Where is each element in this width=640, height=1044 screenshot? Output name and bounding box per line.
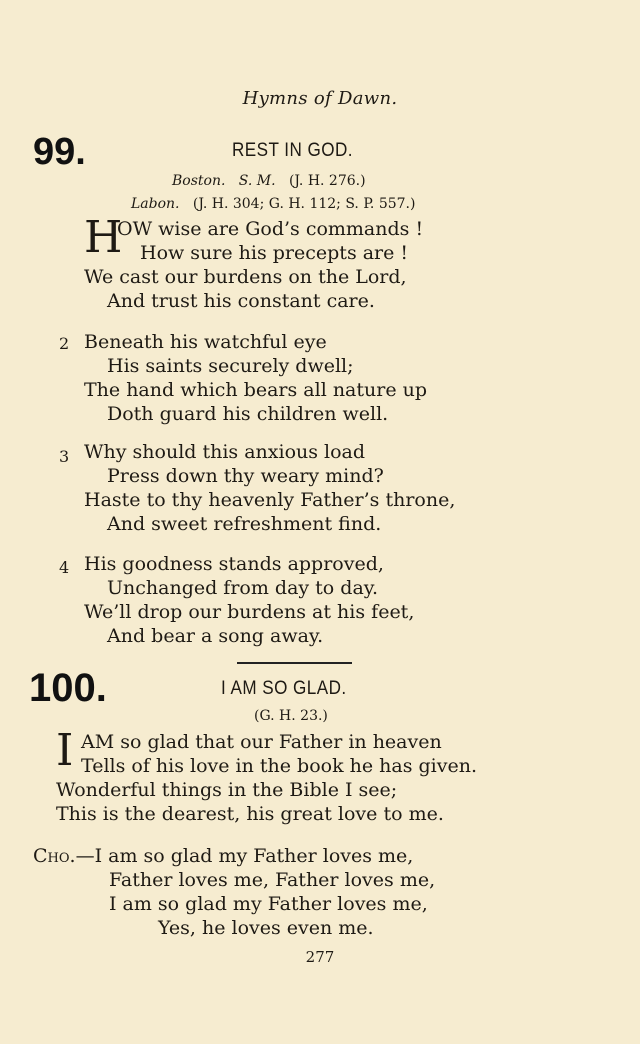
chorus-first-line <box>33 845 413 867</box>
verse-line: AM so glad that our Father in heaven <box>81 731 442 753</box>
hymn-100-title: I AM SO GLAD. <box>221 678 347 699</box>
tune-2-ref: (J. H. 304; G. H. 112; S. P. 557.) <box>192 196 416 212</box>
verse-line: Tells of his love in the book he has given. <box>81 755 478 777</box>
verse-line: How sure his precepts are ! <box>140 242 409 264</box>
verse-line: Haste to thy heavenly Father’s throne, <box>84 489 456 511</box>
verse-line: Press down thy weary mind? <box>107 465 384 487</box>
hymn-99-number: 99. <box>33 131 86 173</box>
chorus-line: Yes, he loves even me. <box>158 917 374 939</box>
chorus-label: Cho. <box>33 845 76 867</box>
verse-line: Why should this anxious load <box>84 441 366 463</box>
verse-line: Doth guard his children well. <box>107 403 389 425</box>
chorus-line: I am so glad my Father loves me, <box>109 893 428 915</box>
section-divider <box>237 662 352 664</box>
hymn-99-title: REST IN GOD. <box>232 140 354 161</box>
tune-2-name: Labon. <box>131 196 180 212</box>
running-header: Hymns of Dawn. <box>242 88 398 109</box>
verse-line: Wonderful things in the Bible I see; <box>56 779 398 801</box>
chorus-line: Father loves me, Father loves me, <box>109 869 436 891</box>
verse-line: We cast our burdens on the Lord, <box>84 266 407 288</box>
verse-number: 3 <box>59 447 70 466</box>
verse-number: 2 <box>59 334 70 353</box>
tune-1-ref: (J. H. 276.) <box>288 173 366 189</box>
hymn-100-drop-cap: I <box>56 725 74 776</box>
verse-line: His saints securely dwell; <box>107 355 354 377</box>
hymn-100-ref: (G. H. 23.) <box>254 708 328 724</box>
verse-line: And trust his constant care. <box>107 290 375 312</box>
hymn-99-tune-1 <box>172 173 366 189</box>
verse-line: We’ll drop our burdens at his feet, <box>84 601 415 623</box>
verse-line: And sweet refreshment find. <box>107 513 382 535</box>
tune-1-meter: S. M. <box>238 173 276 189</box>
verse-line: And bear a song away. <box>107 625 324 647</box>
verse-line: Beneath his watchful eye <box>84 331 327 353</box>
chorus-line: —I am so glad my Father loves me, <box>75 845 414 867</box>
verse-line: The hand which bears all nature up <box>84 379 428 401</box>
verse-line: His goodness stands approved, <box>84 553 384 575</box>
hymn-99-drop-cap: H <box>84 212 123 263</box>
verse-line: Unchanged from day to day. <box>107 577 379 599</box>
verse-line: OW wise are God’s commands ! <box>117 218 424 240</box>
tune-1-name: Boston. <box>172 173 226 189</box>
page-number: 277 <box>305 948 335 966</box>
verse-line: This is the dearest, his great love to me. <box>56 803 444 825</box>
hymn-99-tune-2 <box>131 196 415 212</box>
hymn-100-number: 100. <box>29 666 107 710</box>
verse-number: 4 <box>59 558 70 577</box>
